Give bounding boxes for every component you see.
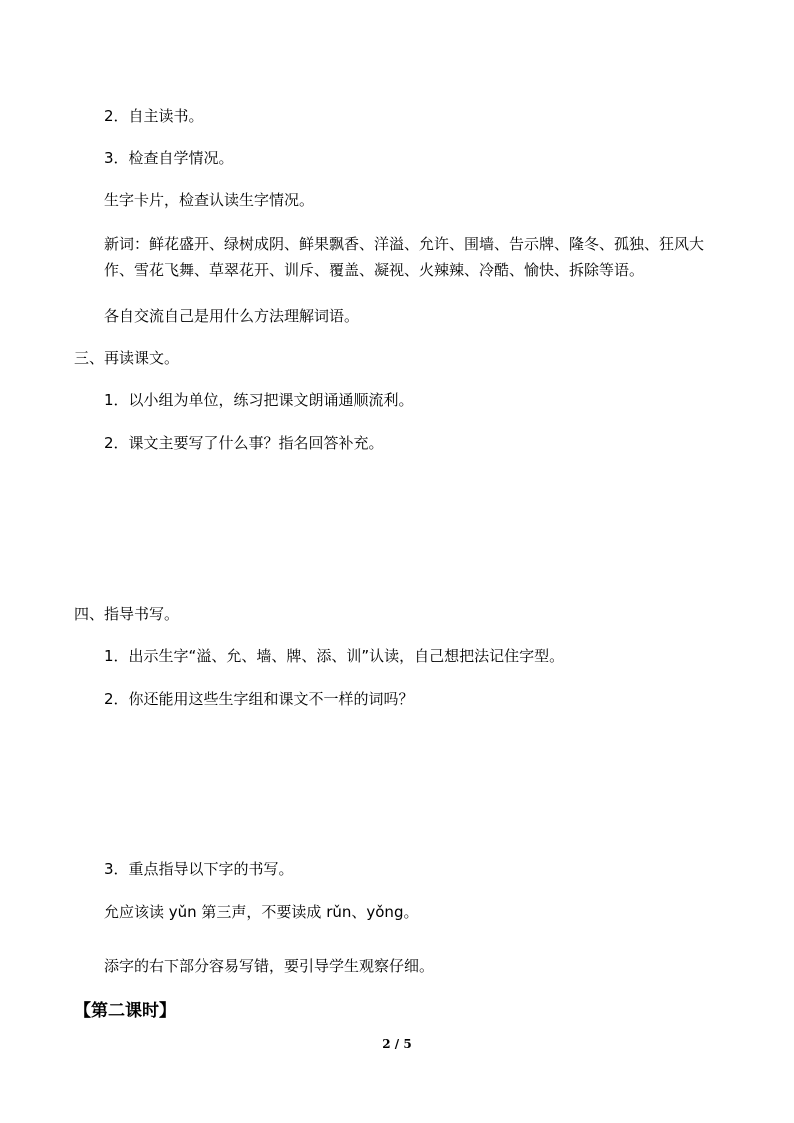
text-writing-note: 添字的右下部分容易写错，要引导学生观察仔细。 bbox=[104, 957, 435, 975]
text-share-methods: 各自交流自己是用什么方法理解词语。 bbox=[104, 307, 360, 325]
item-new-word-groups: 2．你还能用这些生字组和课文不一样的词吗？ bbox=[104, 690, 414, 708]
item-main-idea: 2．课文主要写了什么事？指名回答补充。 bbox=[104, 434, 384, 452]
item-group-practice: 1．以小组为单位，练习把课文朗诵通顺流利。 bbox=[104, 391, 414, 409]
item-check-self-study: 3．检查自学情况。 bbox=[104, 149, 234, 167]
item-self-reading: 2．自主读书。 bbox=[104, 107, 204, 125]
section-writing-guide: 四、指导书写。 bbox=[74, 605, 180, 623]
section-reread: 三、再读课文。 bbox=[74, 349, 180, 367]
item-show-characters: 1．出示生字“溢、允、墙、牌、添、训”认读，自己想把法记住字型。 bbox=[104, 647, 565, 665]
page-number: 2 / 5 bbox=[382, 1037, 412, 1051]
new-words-text: 新词：鲜花盛开、绿树成阴、鲜果飘香、洋溢、允许、围墙、告示牌、隆冬、孤独、狂风大作、雪花飞舞、草翠花开、训斥、覆盖、凝视、火辣辣、冷酷、愉快、拆除等语。 bbox=[104, 235, 705, 279]
section-heading-second-lesson: 【第二课时】 bbox=[74, 1001, 176, 1021]
text-pronunciation-note: 允应该读 yǔn 第三声，不要读成 rǔn、yǒng。 bbox=[104, 903, 419, 921]
item-key-characters: 3．重点指导以下字的书写。 bbox=[104, 860, 294, 878]
text-flashcards: 生字卡片，检查认读生字情况。 bbox=[104, 191, 315, 209]
text-new-words bbox=[104, 231, 720, 283]
